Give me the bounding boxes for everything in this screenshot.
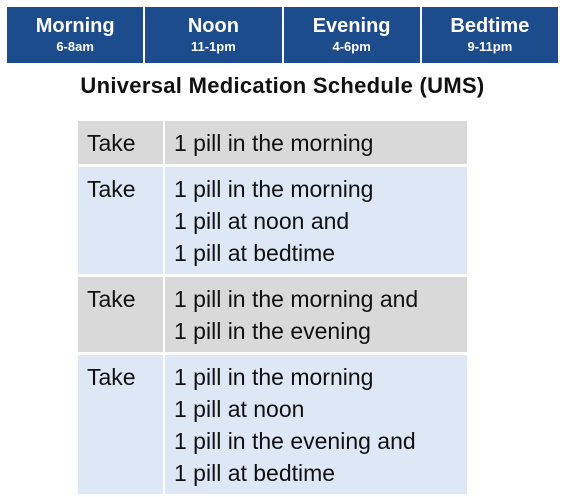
row-verb: Take	[78, 121, 164, 166]
header-morning	[7, 7, 145, 63]
header-noon	[145, 7, 283, 63]
instruction-line: 1 pill in the morning	[174, 364, 374, 390]
instruction-line: 1 pill at noon and	[174, 208, 350, 234]
header-morning-time: 6-8am	[56, 39, 94, 54]
instruction-line: 1 pill in the morning	[174, 176, 374, 202]
row-verb: Take	[78, 276, 164, 354]
header-evening	[284, 7, 422, 63]
instruction-line: 1 pill in the morning	[174, 130, 374, 156]
page-title: Universal Medication Schedule (UMS)	[80, 73, 485, 98]
table-row	[78, 276, 467, 354]
row-instructions	[164, 166, 467, 276]
table-row	[78, 166, 467, 276]
header-noon-label: Noon	[187, 15, 239, 37]
row-verb: Take	[78, 354, 164, 496]
header-morning-label: Morning	[35, 15, 115, 37]
medication-schedule-table	[78, 121, 467, 497]
header-bedtime-time: 9-11pm	[467, 39, 513, 54]
time-of-day-header	[7, 7, 558, 63]
instruction-line: 1 pill in the morning and	[174, 286, 419, 312]
row-verb: Take	[78, 166, 164, 276]
header-noon-time: 11-1pm	[190, 39, 236, 54]
table-row	[78, 354, 467, 496]
row-instructions	[164, 276, 467, 354]
header-bedtime	[422, 7, 558, 63]
instruction-line: 1 pill at noon	[174, 396, 305, 422]
instruction-line: 1 pill in the evening	[174, 318, 371, 344]
header-bedtime-label: Bedtime	[450, 15, 530, 37]
instruction-line: 1 pill in the evening and	[174, 428, 416, 454]
row-instructions	[164, 354, 467, 496]
instruction-line: 1 pill at bedtime	[174, 240, 336, 266]
row-instructions	[164, 121, 467, 166]
header-evening-label: Evening	[312, 15, 391, 37]
table-row	[78, 121, 467, 166]
header-evening-time: 4-6pm	[332, 39, 371, 54]
instruction-line: 1 pill at bedtime	[174, 460, 336, 486]
